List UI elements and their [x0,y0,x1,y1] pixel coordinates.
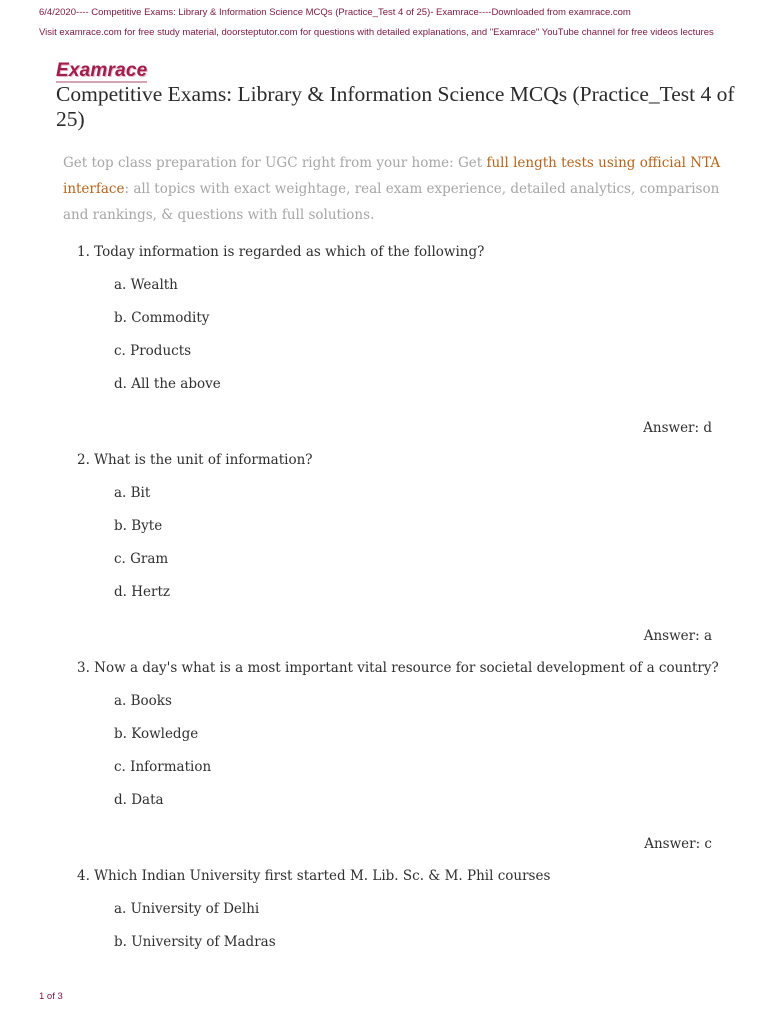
question-text: 3. Now a day's what is a most important vital resource for societal development of a country? [77,660,719,676]
option-c: c. Products [114,343,192,359]
promo-text-start: Get top class preparation for UGC right from your home: Get [63,155,487,171]
option-b: b. Kowledge [114,726,199,742]
option-b: b. Byte [114,518,163,534]
answer-label: Answer: a [643,628,712,644]
examrace-logo[interactable]: Examrace [56,60,148,81]
option-a: a. Bit [114,485,151,501]
page-header-notice: Visit examrace.com for free study material, doorsteptutor.com for questions with detailed explanations, and "Examrace" YouTube channel for free videos lectures [39,27,714,38]
page-header-line: 6/4/2020---- Competitive Exams: Library & Information Science MCQs (Practice_Test 4 of 25)- Examrace----Downloaded from examrace.com [39,7,631,18]
promo-text-end: : all topics with exact weightage, real exam experience, detailed analytics, comparison and rankings, & questions with full solutions. [63,181,720,223]
option-d: d. All the above [114,376,221,392]
option-a: a. Wealth [114,277,178,293]
option-a: a. Books [114,693,172,709]
option-a: a. University of Delhi [114,901,260,917]
question-text: 1. Today information is regarded as which of the following? [77,244,485,260]
answer-label: Answer: c [644,836,712,852]
question-text: 4. Which Indian University first started M. Lib. Sc. & M. Phil courses [77,868,551,884]
promo-paragraph [63,150,723,228]
option-b: b. University of Madras [114,934,276,950]
option-c: c. Gram [114,551,169,567]
page-title: Competitive Exams: Library & Information Science MCQs (Practice_Test 4 of 25) [56,82,735,131]
answer-label: Answer: d [643,420,712,436]
promo-link[interactable]: full length tests using official NTA interface [63,155,721,197]
option-c: c. Information [114,759,212,775]
option-d: d. Hertz [114,584,170,600]
option-d: d. Data [114,792,164,808]
question-text: 2. What is the unit of information? [77,452,313,468]
option-b: b. Commodity [114,310,210,326]
page-number: 1 of 3 [39,991,63,1002]
